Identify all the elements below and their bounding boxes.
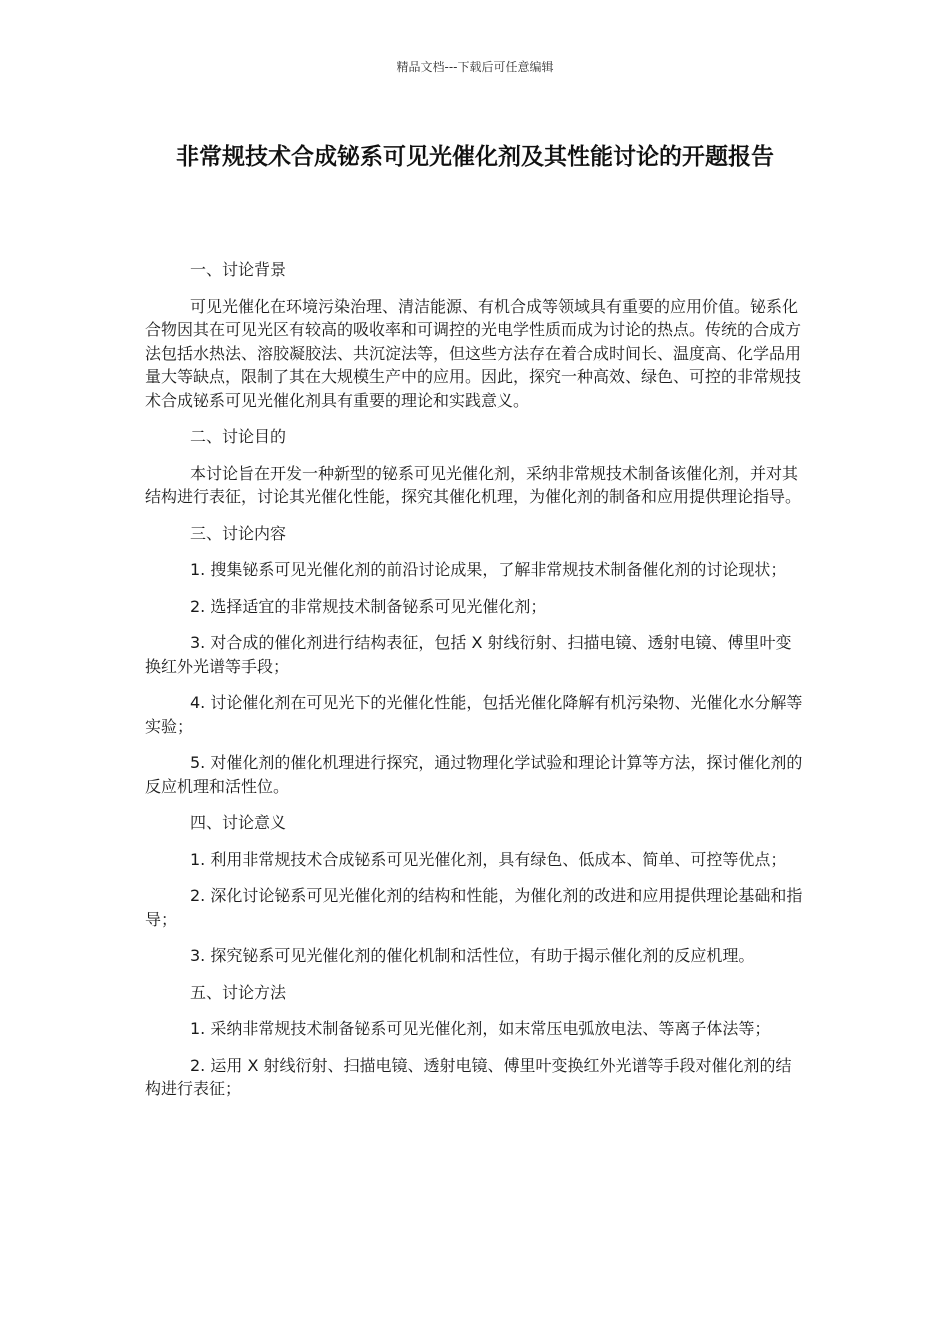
section-heading-methods: 五、讨论方法 — [190, 982, 287, 1002]
significance-item-1: 1. 利用非常规技术合成铋系可见光催化剂，具有绿色、低成本、简单、可控等优点； — [190, 849, 787, 869]
method-item-2: 2. 运用 X 射线衍射、扫描电镜、透射电镜、傅里叶变换红外光谱等手段对催化剂的结构进行表征； — [145, 1055, 792, 1098]
content-item-5: 5. 对催化剂的催化机理进行探究，通过物理化学试验和理论计算等方法，探讨催化剂的反应机理和活性位。 — [145, 753, 803, 796]
significance-item-3: 3. 探究铋系可见光催化剂的催化机制和活性位，有助于揭示催化剂的反应机理。 — [190, 946, 755, 965]
paragraph-purpose: 本讨论旨在开发一种新型的铋系可见光催化剂，采纳非常规技术制备该催化剂，并对其结构进行表征，讨论其光催化性能，探究其催化机理，为催化剂的制备和应用提供理论指导。 — [145, 463, 802, 506]
content-item-1: 1. 搜集铋系可见光催化剂的前沿讨论成果，了解非常规技术制备催化剂的讨论现状； — [190, 560, 787, 579]
content-item-4: 4. 讨论催化剂在可见光下的光催化性能，包括光催化降解有机污染物、光催化水分解等实验； — [145, 693, 803, 736]
content-item-3: 3. 对合成的催化剂进行结构表征，包括 X 射线衍射、扫描电镜、透射电镜、傅里叶变换红外光谱等手段； — [145, 633, 792, 676]
document-title: 非常规技术合成铋系可见光催化剂及其性能讨论的开题报告 — [176, 144, 774, 170]
section-heading-significance: 四、讨论意义 — [190, 813, 287, 832]
paragraph-background: 可见光催化在环境污染治理、清洁能源、有机合成等领域具有重要的应用价值。铋系化合物因其在可见光区有较高的吸收率和可调控的光电学性质而成为讨论的热点。传统的合成方法包括水热法、溶胶凝胶法、共沉淀法等，但这些方法存在着合成时间长、温度高、化学品用量大等缺点，限制了其在大规模生产中的应用。因此，探究一种高效、绿色、可控的非常规技术合成铋系可见光催化剂具有重要的理论和实践意义。 — [145, 296, 802, 410]
method-item-1: 1. 采纳非常规技术制备铋系可见光催化剂，如末常压电弧放电法、等离子体法等； — [190, 1019, 771, 1038]
section-heading-background: 一、讨论背景 — [190, 260, 287, 279]
document-body — [145, 258, 805, 1114]
page-header: 精品文档---下载后可任意编辑 — [396, 60, 554, 74]
significance-item-2: 2. 深化讨论铋系可见光催化剂的结构和性能，为催化剂的改进和应用提供理论基础和指导； — [145, 886, 803, 929]
content-item-2: 2. 选择适宜的非常规技术制备铋系可见光催化剂； — [190, 596, 547, 616]
section-heading-purpose: 二、讨论目的 — [190, 427, 287, 446]
section-heading-content: 三、讨论内容 — [190, 523, 287, 543]
